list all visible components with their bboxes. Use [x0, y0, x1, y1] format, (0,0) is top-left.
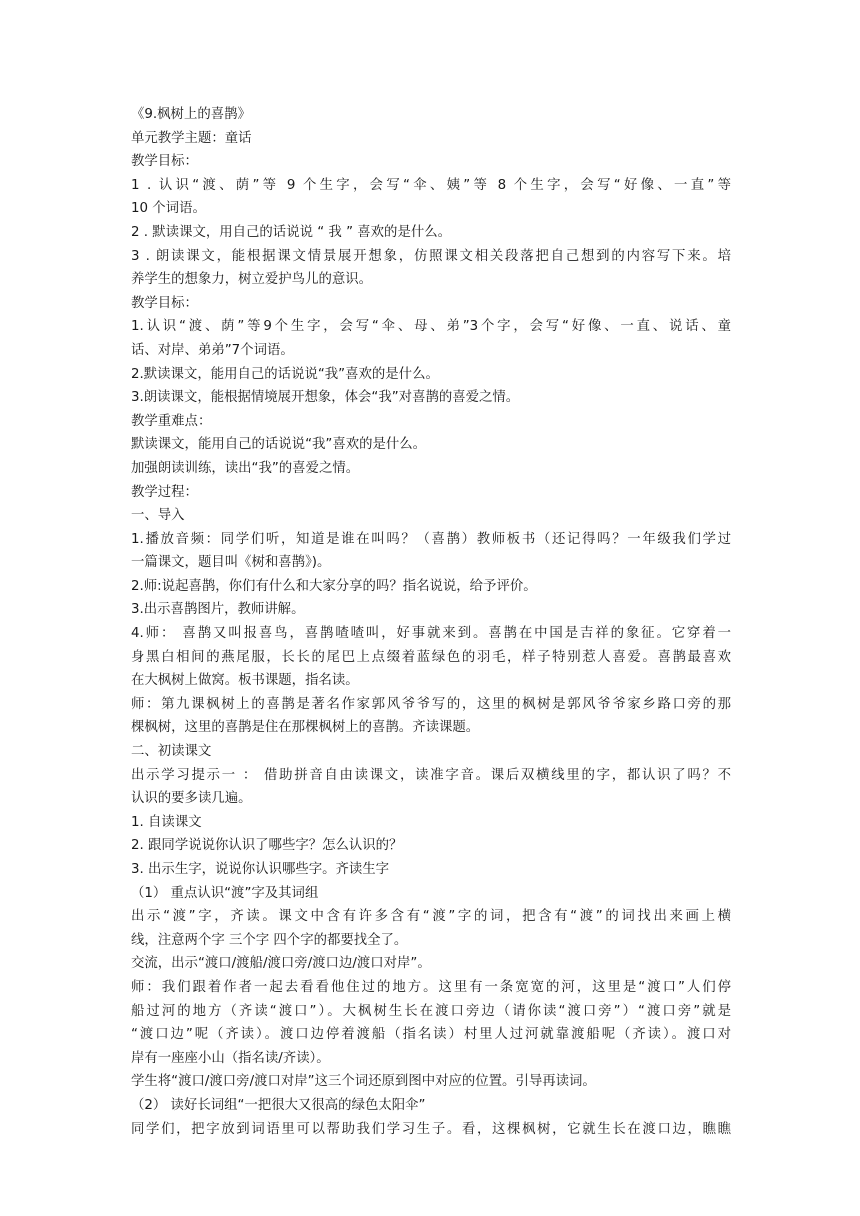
text-line: 2. 跟同学说说你认识了哪些字？怎么认识的？ — [131, 838, 403, 854]
text-line: 3.朗读课文，能根据情境展开想象，体会“我”对喜鹊的喜爱之情。 — [131, 390, 520, 406]
text-line: 教学目标： — [131, 295, 198, 311]
text-line: 岸有一座座小山（指名读/齐读）。 — [131, 1050, 330, 1066]
text-line: 在大枫树上做窝。板书课题，指名读。 — [131, 673, 359, 689]
text-line: 3 . 朗读课文，能根据课文情景展开想象，仿照课文相关段落把自己想到的内容写下来。培 — [131, 248, 731, 264]
text-line: 身黑白相间的燕尾服，长长的尾巴上点缀着蓝绿色的羽毛，样子特别惹人喜爱。喜鹊最喜欢 — [131, 649, 731, 665]
text-line: 师：我们跟着作者一起去看看他住过的地方。这里有一条宽宽的河，这里是“渡口”人们停 — [131, 979, 731, 995]
text-line: （2） 读好长词组“一把很大又很高的绿色太阳伞” — [131, 1097, 426, 1113]
text-line: 线，注意两个字 三个字 四个字的都要找全了。 — [131, 932, 408, 948]
text-line: 养学生的想象力，树立爱护鸟儿的意识。 — [131, 272, 373, 288]
text-line: 4.师： 喜鹊又叫报喜鸟，喜鹊喳喳叫，好事就来到。喜鹊在中国是吉祥的象征。它穿着一 — [131, 626, 731, 642]
text-line: 2.师:说起喜鹊，你们有什么和大家分享的吗？指名说说，给予评价。 — [131, 578, 537, 594]
text-line: 教学重难点： — [131, 413, 212, 429]
document-body — [131, 103, 731, 1141]
text-line: 出示学习提示一 ： 借助拼音自由读课文，读准字音。课后双横线里的字，都认识了吗？不 — [131, 767, 731, 783]
text-line: 1 . 认识“渡、荫”等 9 个生字，会写“伞、姨”等 8 个生字，会写“好像、一直”等 — [131, 177, 731, 193]
text-line: 认识的要多读几遍。 — [131, 791, 252, 807]
text-line: 学生将“渡口/渡口旁/渡口对岸”这三个词还原到图中对应的位置。引导再读词。 — [131, 1074, 596, 1090]
text-line: 单元教学主题：童话 — [131, 130, 252, 146]
text-line: 二、初读课文 — [131, 744, 212, 760]
text-line: 师：第九课枫树上的喜鹊是著名作家郭风爷爷写的，这里的枫树是郭风爷爷家乡路口旁的那 — [131, 696, 731, 712]
text-line: 船过河的地方（齐读“渡口”）。大枫树生长在渡口旁边（请你读“渡口旁”）“渡口旁”就是 — [131, 1003, 731, 1019]
text-line: 2 . 默读课文，用自己的话说说 “ 我 ” 喜欢的是什么。 — [131, 224, 452, 240]
text-line: 棵枫树，这里的喜鹊是住在那棵枫树上的喜鹊。齐读课题。 — [131, 720, 480, 736]
text-line: 交流，出示“渡口/渡船/渡口旁/渡口边/渡口对岸”。 — [131, 956, 431, 972]
text-line: （1） 重点认识“渡”字及其词组 — [131, 885, 319, 901]
text-line: 10 个词语。 — [131, 201, 206, 217]
text-line: 3. 出示生字，说说你认识哪些字。齐读生字 — [131, 862, 390, 877]
text-line: 教学过程： — [131, 484, 198, 500]
text-line: 一篇课文，题目叫《树和喜鹊》)。 — [131, 555, 331, 571]
text-line: 2.默读课文，能用自己的话说说“我”喜欢的是什么。 — [131, 366, 439, 382]
text-line: 话、对岸、弟弟”7个词语。 — [131, 342, 294, 358]
text-line: 3.出示喜鹊图片，教师讲解。 — [131, 602, 305, 618]
text-line: 出示“渡”字，齐读。课文中含有许多含有“渡”字的词，把含有“渡”的词找出来画上横 — [131, 909, 731, 925]
text-line: 1.认识“渡、荫”等9个生字，会写“伞、母、弟”3个字，会写“好像、一直、说话、童 — [131, 319, 731, 335]
text-line: 1. 自读课文 — [131, 814, 202, 830]
text-line: 《9.枫树上的喜鹊》 — [131, 107, 251, 122]
text-line: 1.播放音频：同学们听，知道是谁在叫吗？（喜鹊）教师板书（还记得吗？一年级我们学过 — [131, 531, 731, 547]
text-line: 加强朗读训练，读出“我”的喜爱之情。 — [131, 460, 360, 476]
text-line: 默读课文，能用自己的话说说“我”喜欢的是什么。 — [131, 437, 427, 453]
text-line: 一、导入 — [131, 508, 185, 524]
text-line: “渡口边”呢（齐读）。渡口边停着渡船（指名读）村里人过河就靠渡船呢（齐读）。渡口对 — [131, 1027, 731, 1043]
text-line: 同学们，把字放到词语里可以帮助我们学习生子。看，这棵枫树，它就生长在渡口边，瞧瞧 — [131, 1121, 731, 1137]
text-line: 教学目标： — [131, 154, 198, 170]
